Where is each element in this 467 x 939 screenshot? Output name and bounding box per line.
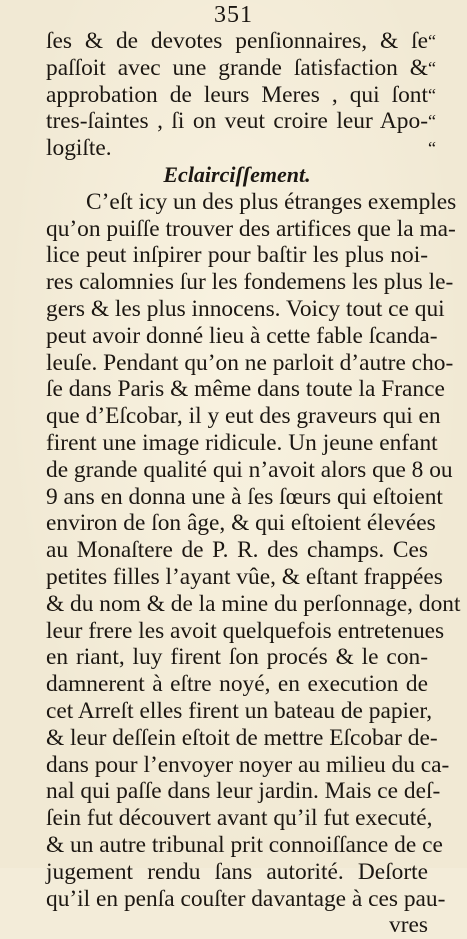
- text-line: gers & les plus innocens. Voicy tout ce qui: [46, 295, 445, 322]
- text-line: & leur deſſein eſtoit de mettre Eſcobar de-: [46, 724, 438, 751]
- text-line: damnerent à eſtre noyé, en execution de: [46, 671, 428, 698]
- text-line: qu’il en penſa couſter davantage à ces pau-: [46, 885, 446, 912]
- text-line: & du nom & de la mine du perſonnage, dont: [46, 590, 461, 617]
- text-line: tres-ſaintes , ſi on veut croire leur Apo-: [46, 108, 428, 135]
- text-line: lice peut inſpirer pour baſtir les plus noi-: [46, 242, 428, 269]
- text-line: ſe dans Paris & même dans toute la France: [46, 376, 445, 403]
- text-line: paſſoit avec une grande ſatisfaction &: [46, 54, 428, 81]
- text-line: leur frere les avoit quelquefois entretenues: [46, 617, 445, 644]
- text-line: cet Arreſt elles firent un bateau de papier,: [46, 697, 433, 724]
- text-line: C’eſt icy un des plus étranges exemples: [86, 188, 457, 215]
- quote-mark: “: [428, 138, 436, 159]
- quote-mark: “: [428, 57, 436, 78]
- text-line: & un autre tribunal prit connoiſſance de ce: [46, 831, 443, 858]
- page-number: 351: [214, 2, 253, 28]
- text-line: 9 ans en donna une à ſes ſœurs qui eſtoient: [46, 483, 443, 510]
- section-heading: Eclairciſſement.: [163, 161, 311, 187]
- text-line: ſein fut découvert avant qu’il fut executé,: [46, 805, 433, 832]
- body-text: [46, 28, 461, 939]
- text-line: leuſe. Pendant qu’on ne parloit d’autre cho-: [46, 349, 454, 376]
- text-line: au Monaſtere de P. R. des champs. Ces: [46, 537, 428, 564]
- text-line: logiſte.: [46, 135, 112, 162]
- text-line: dans pour l’envoyer noyer au milieu du ca-: [46, 751, 450, 778]
- catchword: vres: [389, 912, 428, 939]
- quote-mark: “: [428, 31, 436, 51]
- marginal-quote-marks: [428, 28, 458, 162]
- text-line: que d’Eſcobar, il y eut des graveurs qui en: [46, 403, 441, 430]
- quote-mark: “: [428, 84, 436, 105]
- text-line: res calomnies ſur les fondemens les plus le-: [46, 269, 454, 296]
- text-line: approbation de leurs Meres , qui ſont: [46, 81, 428, 108]
- text-line: petites filles l’ayant vûe, & eſtant frappées: [46, 563, 443, 590]
- text-line: nal qui paſſe dans leur jardin. Mais ce deſ-: [46, 778, 441, 805]
- text-line: firent une image ridicule. Un jeune enfant: [46, 429, 438, 456]
- text-line: peut avoir donné lieu à cette fable ſcanda-: [46, 322, 438, 349]
- quote-mark: “: [428, 111, 436, 132]
- text-line: en riant, luy firent ſon procés & le con-: [46, 644, 428, 671]
- text-line: qu’on puiſſe trouver des artifices que la ma-: [46, 215, 456, 242]
- text-line: jugement rendu ſans autorité. Deſorte: [46, 858, 428, 885]
- text-line: de grande qualité qui n’avoit alors que 8 ou: [46, 456, 453, 483]
- text-line: environ de ſon âge, & qui eſtoient élevées: [46, 510, 436, 537]
- text-line: ſes & de devotes penſionnaires, & ſe: [46, 28, 428, 54]
